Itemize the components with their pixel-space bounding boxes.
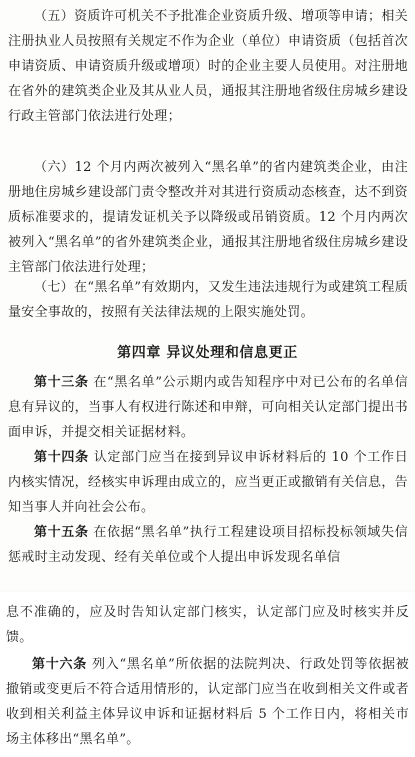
article-13-label: 第十三条 — [34, 375, 89, 390]
chapter-title: 第四章 异议处理和信息更正 — [117, 345, 298, 361]
paragraph-item-5: （五）资质许可机关不予批准企业资质升级、增项等申请；相关注册执业人员按照有关规定不作为企业（单位）申请资质（包括首次申请资质、申请资质升级或增项）时的企业主要人员使用。对注册地在省外的建筑类企业及其从业人员，通报其注册地省级住房城乡建设行政主管部门依法进行处理； — [8, 9, 408, 124]
page-lower-section — [0, 592, 415, 757]
article-15-continuation: 息不准确的，应及时告知认定部门核实，认定部门应及时核实并反馈。 — [6, 605, 409, 645]
article-14-label: 第十四条 — [34, 450, 89, 465]
article-13-text: 在“黑名单”公示期内或告知程序中对已公布的名单信息有异议的，当事人有权进行陈述和申辩，可向相关认定部门提出书面申诉，并提交相关证据材料。 — [8, 375, 408, 440]
article-15-text: 在依据“黑名单”执行工程建设项目招标投标领域失信惩戒时主动发现、经有关单位或个人提出申诉发现名单信 — [8, 525, 408, 565]
article-14 — [8, 445, 408, 520]
article-16 — [6, 652, 409, 752]
paragraph-item-7: （七）在“黑名单”有效期内，又发生违法违规行为或建筑工程质量安全事故的，按照有关法律法规的上限实施处罚。 — [8, 280, 408, 320]
article-16-text: 列入“黑名单”所依据的法院判决、行政处罚等依据被撤销或变更后不符合适用情形的，认定部门应当在收到相关文件或者收到相关利益主体异议申诉和证据材料后 5 个工作日内，将相关市场主体移出“黑名单”。 — [6, 657, 410, 747]
paragraph-item-6: （六）12 个月内两次被列入“黑名单”的省内建筑类企业，由注册地住房城乡建设部门责令整改并对其进行资质动态核查，达不到资质标准要求的，提请发证机关予以降级或吊销资质。12 个月内两次被列入“黑名单”的省外建筑类企业，通报其注册地省级住房城乡建设主管部门依法进行处理； — [8, 160, 408, 275]
article-15 — [8, 520, 408, 570]
article-13 — [8, 370, 408, 445]
article-14-text: 认定部门应当在接到异议申诉材料后的 10 个工作日内核实情况，经核实申诉理由成立的，应当更正或撤销有关信息，告知当事人并向社会公布。 — [8, 450, 408, 515]
article-15-label: 第十五条 — [34, 525, 89, 540]
article-16-label: 第十六条 — [32, 657, 88, 672]
